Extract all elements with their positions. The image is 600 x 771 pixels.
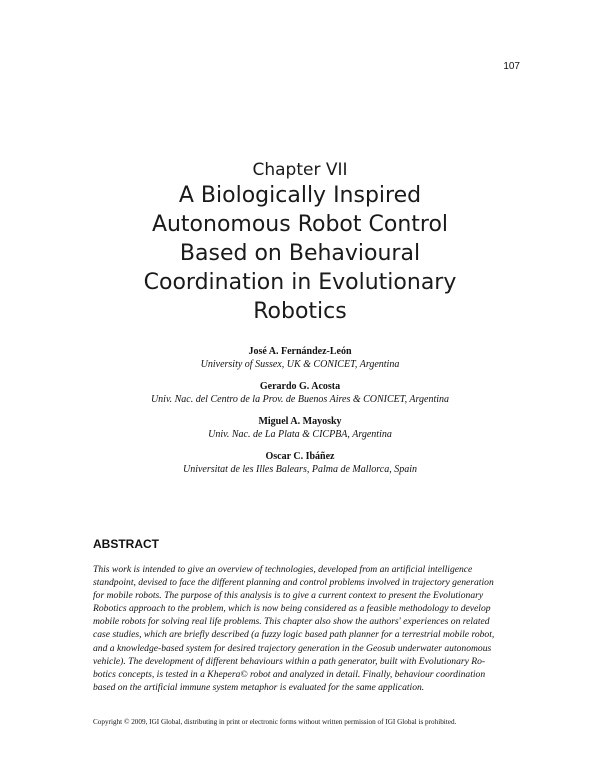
abstract-heading: ABSTRACT (93, 537, 159, 551)
title-line: Based on Behavioural (179, 241, 421, 266)
author-name: Gerardo G. Acosta (259, 381, 341, 392)
chapter-title (70, 181, 530, 326)
title-line: A Biologically Inspired (178, 183, 422, 208)
author-list (0, 345, 600, 485)
author-affiliation: Univ. Nac. de La Plata & CICPBA, Argentina (208, 429, 392, 440)
abstract-line: for mobile robots. The purpose of this analysis is to give a current context to present the Evolutionary (93, 590, 484, 602)
abstract-line: mobile robots for solving real life problems. This chapter also show the authors' experiences on related (93, 616, 490, 628)
author-name: José A. Fernández-León (248, 346, 352, 357)
chapter-label: Chapter VII (252, 160, 348, 180)
author-block (0, 415, 600, 441)
abstract-body (93, 563, 513, 694)
title-line: Robotics (253, 299, 347, 324)
author-affiliation: Univ. Nac. del Centro de la Prov. de Buenos Aires & CONICET, Argentina (150, 394, 450, 405)
title-line: Coordination in Evolutionary (143, 270, 457, 295)
abstract-line: This work is intended to give an overview of technologies, developed from an artificial intelligence (93, 564, 473, 575)
abstract-line: based on the artificial immune system metaphor is evaluated for the same application. (93, 681, 425, 693)
abstract-line: standpoint, devised to face the different planning and control problems involved in trajectory generation (93, 577, 494, 589)
author-block (0, 450, 600, 476)
author-block (0, 345, 600, 371)
copyright-notice: Copyright © 2009, IGI Global, distributing in print or electronic forms without written permission of IGI Global is prohibited. (93, 718, 457, 726)
abstract-line: Robotics approach to the problem, which is now being considered as a feasible methodology to develop (93, 603, 491, 615)
abstract-line: vehicle). The development of different behaviours within a path generator, built with Evolutionary Ro- (93, 655, 486, 667)
author-name: Miguel A. Mayosky (258, 416, 342, 427)
page-number: 107 (503, 61, 520, 72)
author-affiliation: Universitat de les Illes Balears, Palma de Mallorca, Spain (182, 464, 418, 475)
author-block (0, 380, 600, 406)
abstract-line: botics concepts, is tested in a Khepera© robot and analyzed in detail. Finally, behaviour coordination (93, 668, 486, 680)
abstract-line: case studies, which are briefly described (a fuzzy logic based path planner for a terrestrial mobile robot, (93, 629, 495, 641)
author-affiliation: University of Sussex, UK & CONICET, Argentina (200, 359, 400, 370)
abstract-line: and a knowledge-based system for desired trajectory generation in the Geosub underwater autonomous (93, 642, 492, 654)
title-line: Autonomous Robot Control (151, 212, 449, 237)
author-name: Oscar C. Ibáñez (265, 451, 335, 462)
